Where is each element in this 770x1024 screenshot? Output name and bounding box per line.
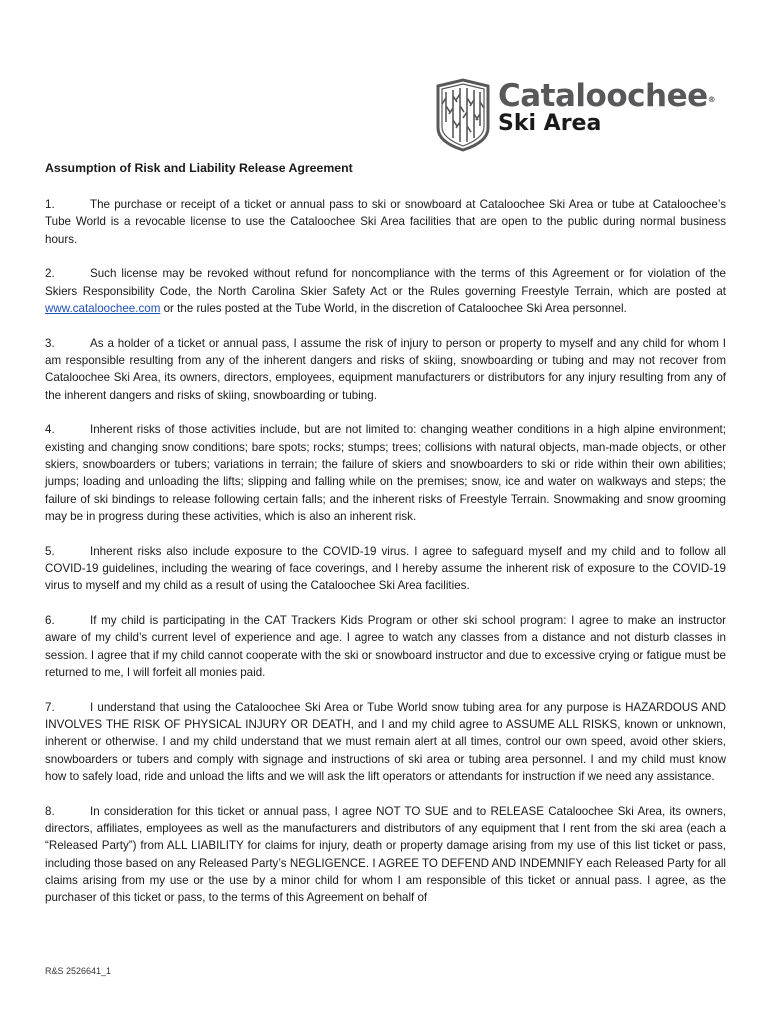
clause-number: 8. xyxy=(45,804,55,818)
clause-number: 3. xyxy=(45,336,55,350)
clause-number: 6. xyxy=(45,614,55,628)
clause-text: The purchase or receipt of a ticket or annual pass to ski or snowboard at Cataloochee Ski Area or tube at Cataloochee’s Tube World is a revocable license to use the Cataloochee Ski Area facilities that are open to the public during normal business hours. xyxy=(45,198,726,246)
clause-number: 1. xyxy=(45,198,55,211)
cataloochee-logo xyxy=(432,78,752,154)
clause-7 xyxy=(45,699,726,785)
document-title: Assumption of Risk and Liability Release Agreement xyxy=(45,161,353,175)
clause-number: 7. xyxy=(45,700,55,714)
clause-text: Inherent risks also include exposure to the COVID-19 virus. I agree to safeguard myself and my child and to follow all COVID-19 guidelines, including the wearing of face coverings, and I hereby assume the inherent risk of exposure to the COVID-19 virus to myself and my child as a result of using the Cataloochee Ski Area facilities. xyxy=(45,544,726,593)
logo-name: Cataloochee® xyxy=(498,78,716,114)
logo-subtitle: Ski Area xyxy=(498,111,602,136)
clause-1 xyxy=(45,196,726,248)
clause-3 xyxy=(45,335,726,404)
logo-mark-icon xyxy=(432,78,494,152)
clause-6 xyxy=(45,612,726,681)
agreement-body xyxy=(45,160,726,924)
clause-number: 2. xyxy=(45,267,55,281)
clause-4 xyxy=(45,421,726,525)
clause-text: If my child is participating in the CAT Trackers Kids Program or other ski school program: I agree to make an instructor aware of my child’s current level of experience and age. I agree to watch any classes from a distance and not disturb classes in session. I agree that if my child cannot cooperate with the ski or snowboard instructor and due to excessive crying or fatigue must be returned to me, I will forfeit all monies paid. xyxy=(45,614,726,680)
document-footer-id: R&S 2526641_1 xyxy=(45,966,112,976)
clause-text: or the rules posted at the Tube World, in the discretion of Cataloochee Ski Area personnel. xyxy=(160,301,627,315)
clause-text: As a holder of a ticket or annual pass, I assume the risk of injury to person or property to myself and any child for whom I am responsible resulting from any of the inherent dangers and risks of skiing, snowboarding or tubing and may not recover from Cataloochee Ski Area, its owners, directors, employees, equipment manufacturers or distributors for any injury resulting from any of the inherent dangers and risks of skiing, snowboarding or tubing. xyxy=(45,336,726,402)
clause-number: 5. xyxy=(45,544,55,558)
clause-8 xyxy=(45,803,726,907)
registered-mark: ® xyxy=(707,95,716,104)
clause-number: 4. xyxy=(45,423,55,437)
clause-text: In consideration for this ticket or annual pass, I agree NOT TO SUE and to RELEASE Cataloochee Ski Area, its owners, directors, affiliates, employees as well as the manufacturers and distributors of any equipment that I rent from the ski area (each a “Released Party”) from ALL LIABILITY for claims for injury, death or property damage arising from my use of this list ticket or pass, including those based on any Released Party’s NEGLIGENCE. I AGREE TO DEFEND AND INDEMNIFY each Released Party for all claims arising from my use or the use by a minor child for whom I am responsible of this ticket or annual pass. I agree, as the purchaser of this ticket or pass, to the terms of this Agreement on behalf of xyxy=(45,804,726,905)
website-link[interactable]: www.cataloochee.com xyxy=(45,301,161,315)
clause-text: Inherent risks of those activities include, but are not limited to: changing weather conditions in a high alpine environment; existing and changing snow conditions; bare spots; rocks; stumps; trees; collisions with natural objects, man-made objects, or other skiers, snowboarders or tubers; variations in terrain; the failure of skiers and snowboarders to ski or ride within their own abilities; jumps; loading and unloading the lifts; slipping and falling while on the premises; snow, ice and water on walkways and steps; the failure of ski bindings to release following certain falls; and the inherent risks of Freestyle Terrain. Snowmaking and snow grooming may be in progress during these activities, which is also an inherent risk. xyxy=(45,423,726,523)
clause-text: Such license may be revoked without refund for noncompliance with the terms of this Agreement or for violation of the Skiers Responsibility Code, the North Carolina Skier Safety Act or the Rules governing Freestyle Terrain, which are posted at xyxy=(45,267,726,298)
clause-text: I understand that using the Cataloochee Ski Area or Tube World snow tubing area for any purpose is HAZARDOUS AND INVOLVES THE RISK OF PHYSICAL INJURY OR DEATH, and I and my child agree to ASSUME ALL RISKS, known or unknown, inherent or otherwise. I and my child understand that we must remain alert at all times, control our own speed, avoid other skiers, snowboarders or tubers and comply with signage and instructions of ski area or tubing area personnel. I and my child must know how to safely load, ride and unload the lifts and we will ask the lift operators or attendants for instruction if we need any assistance. xyxy=(45,700,726,784)
clause-2 xyxy=(45,265,726,317)
clause-5 xyxy=(45,543,726,595)
